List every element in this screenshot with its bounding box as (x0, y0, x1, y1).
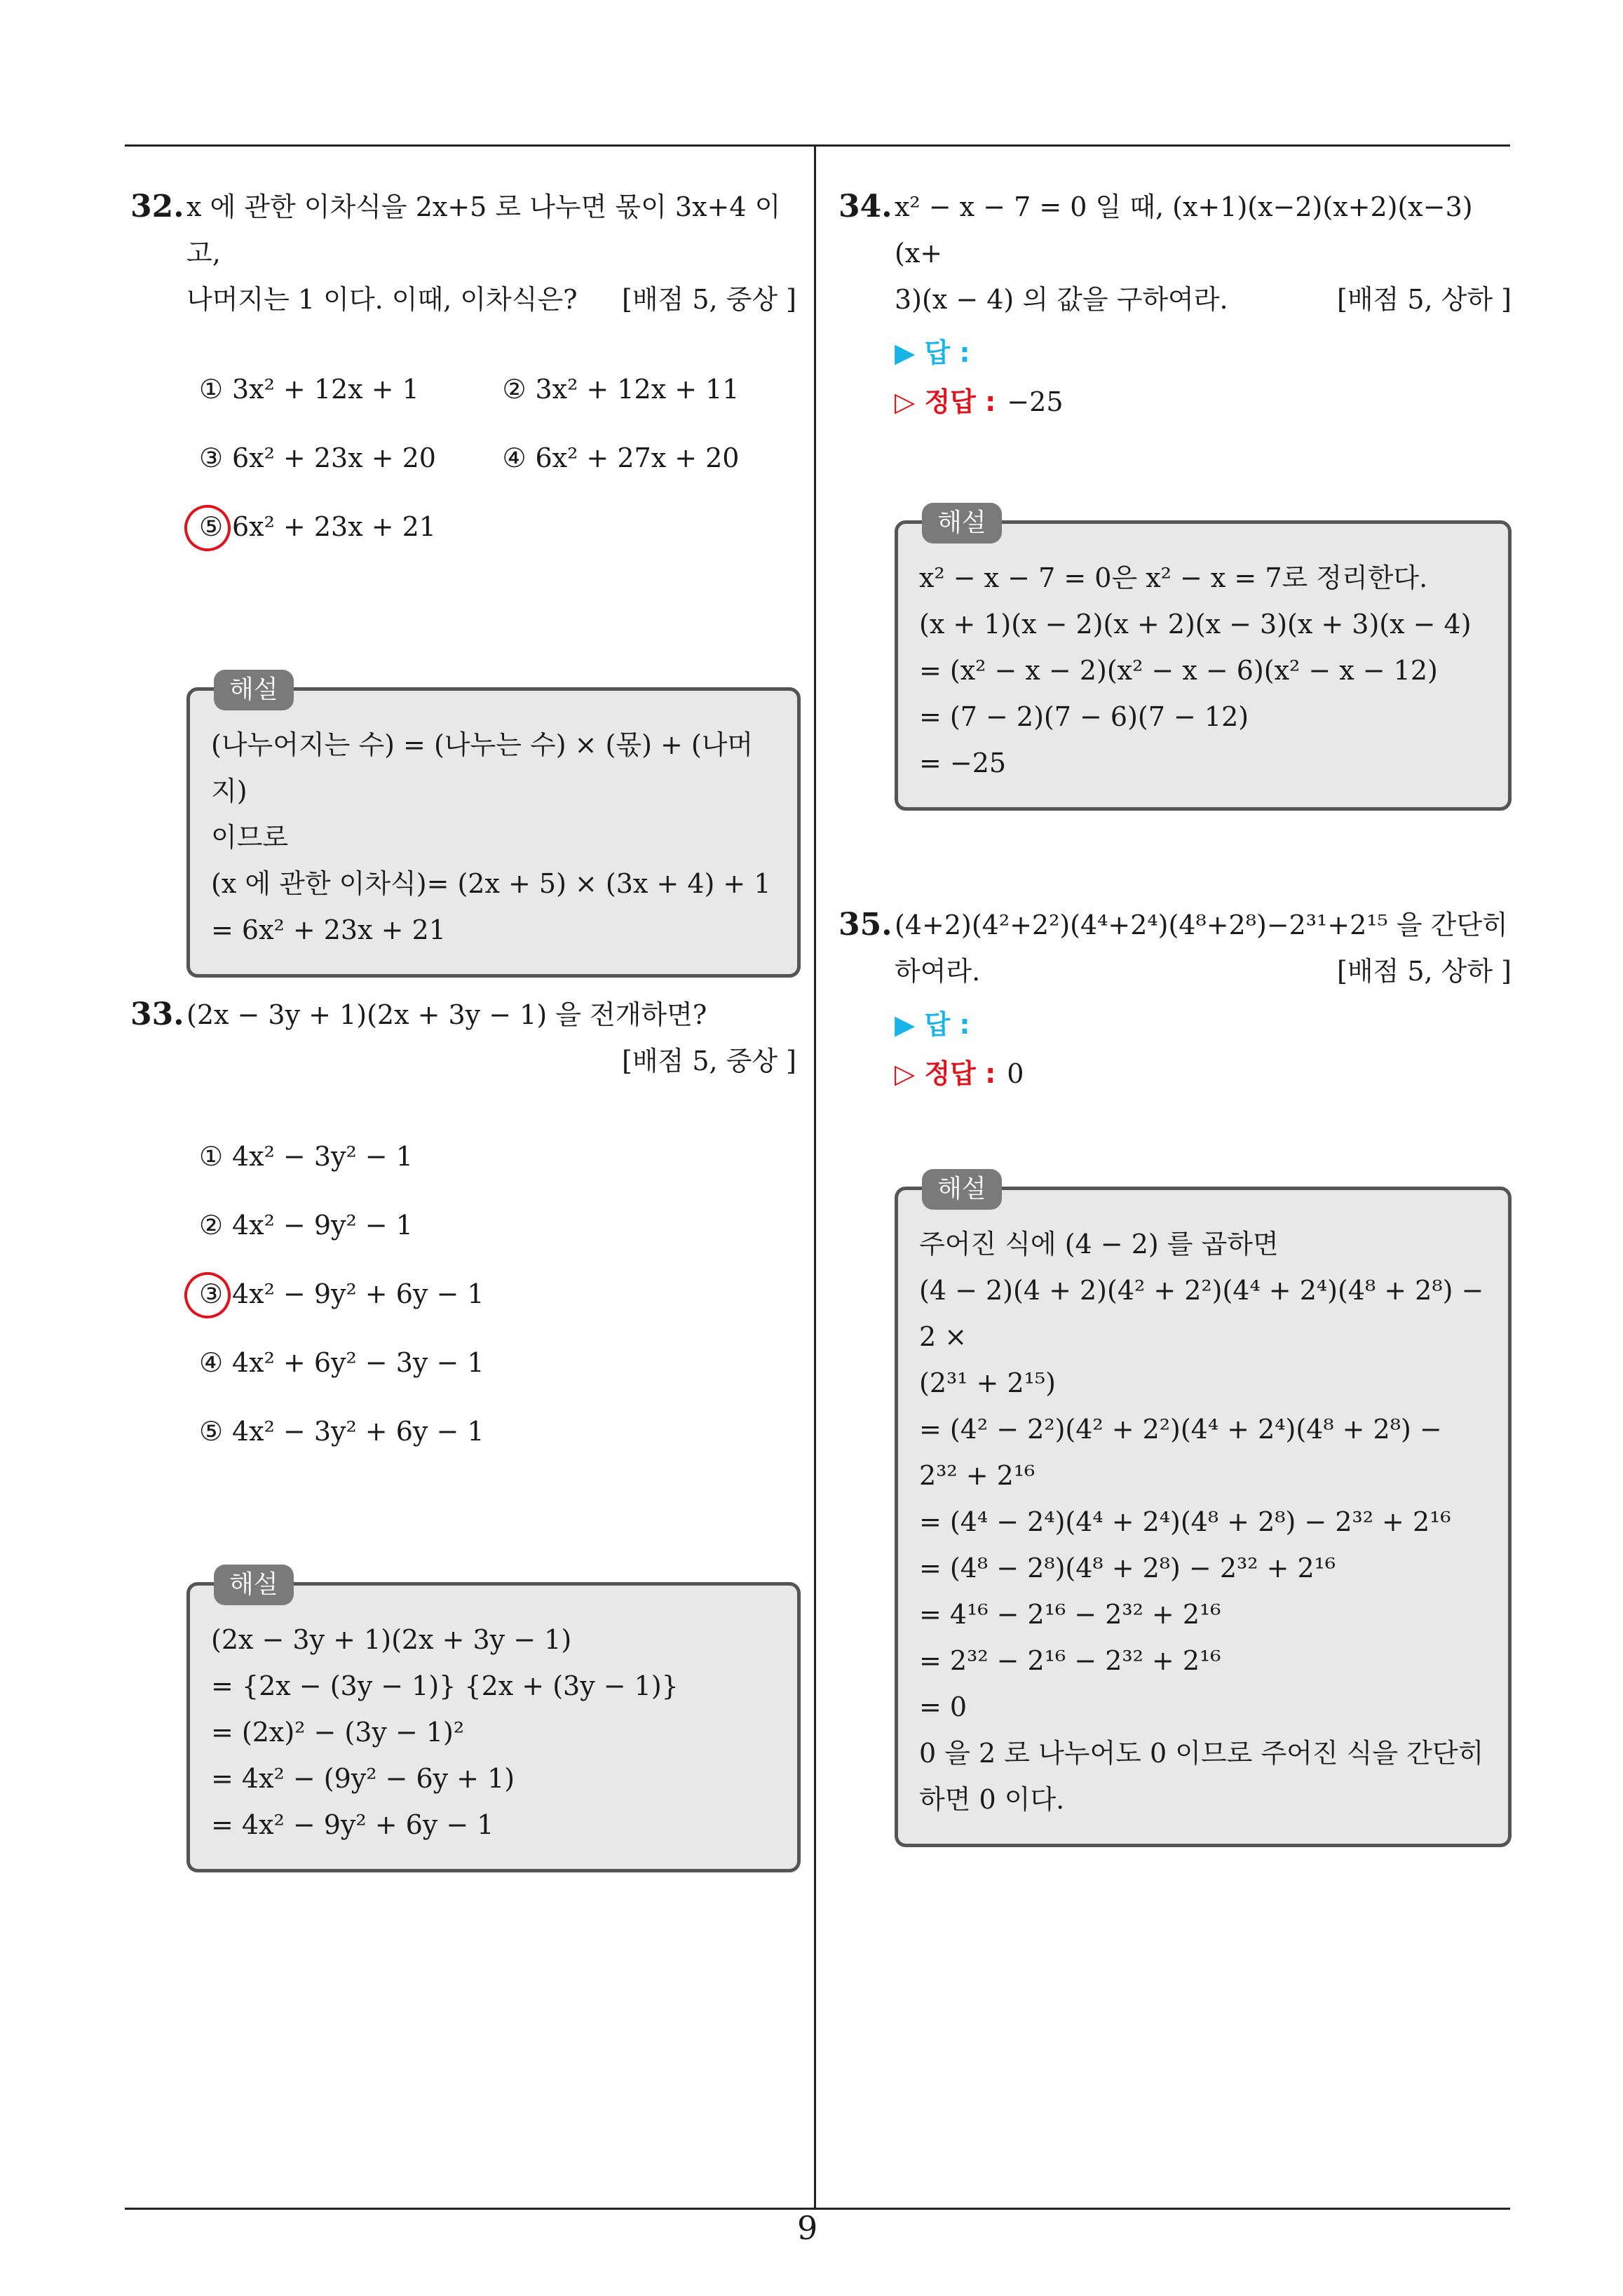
solution-tag: 해설 (922, 1169, 1002, 1210)
question-35 (838, 902, 1512, 1847)
score-meta: [배점 5, 상하 ] (1337, 956, 1512, 987)
choice-5[interactable]: ⑤ 4x² − 3y² + 6y − 1 (198, 1416, 484, 1447)
solution-line: = {2x − (3y − 1)} {2x + (3y − 1)} (211, 1670, 679, 1701)
question-33-header (130, 992, 796, 1084)
solution-line: = (4⁸ − 2⁸)(4⁸ + 2⁸) − 2³² + 2¹⁶ (919, 1553, 1336, 1583)
solution-tag: 해설 (214, 1565, 294, 1605)
choice-2[interactable]: ② 3x² + 12x + 11 (502, 374, 740, 405)
question-text-line1: (2x − 3y + 1)(2x + 3y − 1) 을 전개하면? (186, 999, 707, 1030)
question-34-header (838, 184, 1512, 323)
solution-line: (x + 1)(x − 2)(x + 2)(x − 3)(x + 3)(x − 4) (919, 609, 1472, 640)
solution-box (895, 508, 1512, 811)
solution-line: (4 − 2)(4 + 2)(4² + 2²)(4⁴ + 2⁴)(4⁸ + 2⁸) − 2 × (919, 1275, 1484, 1352)
solution-line: = (x² − x − 2)(x² − x − 6)(x² − x − 12) (919, 655, 1438, 686)
correct-answer-label: ▷ 정답 : (895, 386, 996, 417)
solution-line: (2x − 3y + 1)(2x + 3y − 1) (211, 1624, 572, 1655)
solution-line: (나누어지는 수) = (나누는 수) × (몫) + (나머지) (211, 729, 754, 806)
choice-list (130, 1122, 796, 1466)
choice-4[interactable]: ④ 4x² + 6y² − 3y − 1 (198, 1347, 484, 1378)
solution-line: 이므로 (211, 822, 289, 853)
solution-line: = 4¹⁶ − 2¹⁶ − 2³² + 2¹⁶ (919, 1599, 1221, 1630)
solution-line: (x 에 관한 이차식)= (2x + 5) × (3x + 4) + 1 (211, 868, 771, 899)
column-divider (814, 144, 816, 2209)
solution-line: = (4² − 2²)(4² + 2²)(4⁴ + 2⁴)(4⁸ + 2⁸) − 2³² + 2¹⁶ (919, 1414, 1442, 1491)
page-number: 9 (797, 2209, 818, 2247)
choice-grid (130, 355, 796, 561)
answer-label: ▶ 답 : (895, 1009, 970, 1040)
solution-line: 주어진 식에 (4 − 2) 를 곱하면 (919, 1229, 1279, 1260)
choice-3[interactable]: ③ 4x² − 9y² + 6y − 1 (190, 1260, 796, 1328)
question-number: 32. (130, 189, 184, 224)
choice-3[interactable]: ③ 6x² + 23x + 20 (198, 443, 436, 473)
answer-label: ▶ 답 : (895, 337, 970, 368)
solution-line: (2³¹ + 2¹⁵) (919, 1368, 1056, 1398)
solution-line: = 0 (919, 1691, 967, 1722)
choice-4[interactable]: ④ 6x² + 27x + 20 (502, 443, 740, 473)
solution-line: = −25 (919, 748, 1007, 778)
correct-answer-value: 0 (1007, 1058, 1024, 1089)
question-number: 35. (838, 907, 892, 943)
solution-line: = (2x)² − (3y − 1)² (211, 1717, 465, 1748)
question-32-header (130, 184, 796, 323)
score-meta: [배점 5, 중상 ] (622, 1046, 796, 1076)
score-meta: [배점 5, 상하 ] (1337, 284, 1512, 315)
question-34 (838, 184, 1512, 811)
solution-line: = 2³² − 2¹⁶ − 2³² + 2¹⁶ (919, 1645, 1221, 1676)
score-meta: [배점 5, 중상 ] (622, 284, 796, 315)
question-number: 34. (838, 189, 892, 224)
solution-line: x² − x − 7 = 0은 x² − x = 7로 정리한다. (919, 562, 1428, 593)
question-text-line2: 하여라. (895, 956, 981, 987)
top-rule (125, 144, 1510, 147)
choice-1[interactable]: ① 3x² + 12x + 1 (198, 374, 419, 405)
solution-line: = 6x² + 23x + 21 (211, 914, 446, 945)
solution-box (895, 1175, 1512, 1847)
question-number: 33. (130, 997, 184, 1032)
question-text-line2: 나머지는 1 이다. 이때, 이차식은? (186, 284, 578, 315)
choice-5[interactable]: ⑤ 6x² + 23x + 21 (190, 504, 498, 550)
question-text-line1: x² − x − 7 = 0 일 때, (x+1)(x−2)(x+2)(x−3)(x+ (895, 191, 1473, 269)
correct-answer-value: −25 (1007, 386, 1064, 417)
question-text-line1: (4+2)(4²+2²)(4⁴+2⁴)(4⁸+2⁸)−2³¹+2¹⁵ 을 간단히 (895, 910, 1508, 940)
correct-answer-label: ▷ 정답 : (895, 1058, 996, 1089)
solution-line: = 4x² − 9y² + 6y − 1 (211, 1809, 494, 1840)
question-33 (130, 992, 796, 1872)
solution-line: 0 을 2 로 나누어도 0 이므로 주어진 식을 간단히 (919, 1738, 1484, 1769)
solution-line: = (7 − 2)(7 − 6)(7 − 12) (919, 701, 1249, 732)
choice-1[interactable]: ① 4x² − 3y² − 1 (198, 1141, 413, 1172)
choice-2[interactable]: ② 4x² − 9y² − 1 (198, 1210, 413, 1241)
solution-tag: 해설 (214, 670, 294, 710)
question-text-line1: x 에 관한 이차식을 2x+5 로 나누면 몫이 3x+4 이고, (186, 191, 781, 269)
question-35-header (838, 902, 1512, 994)
solution-box (186, 1570, 801, 1872)
solution-tag: 해설 (922, 503, 1002, 543)
solution-box (186, 675, 801, 978)
solution-line: 하면 0 이다. (919, 1784, 1065, 1815)
solution-line: = 4x² − (9y² − 6y + 1) (211, 1763, 515, 1794)
question-32 (130, 184, 796, 978)
solution-line: = (4⁴ − 2⁴)(4⁴ + 2⁴)(4⁸ + 2⁸) − 2³² + 2¹⁶ (919, 1506, 1451, 1537)
question-text-line2: 3)(x − 4) 의 값을 구하여라. (895, 284, 1228, 315)
